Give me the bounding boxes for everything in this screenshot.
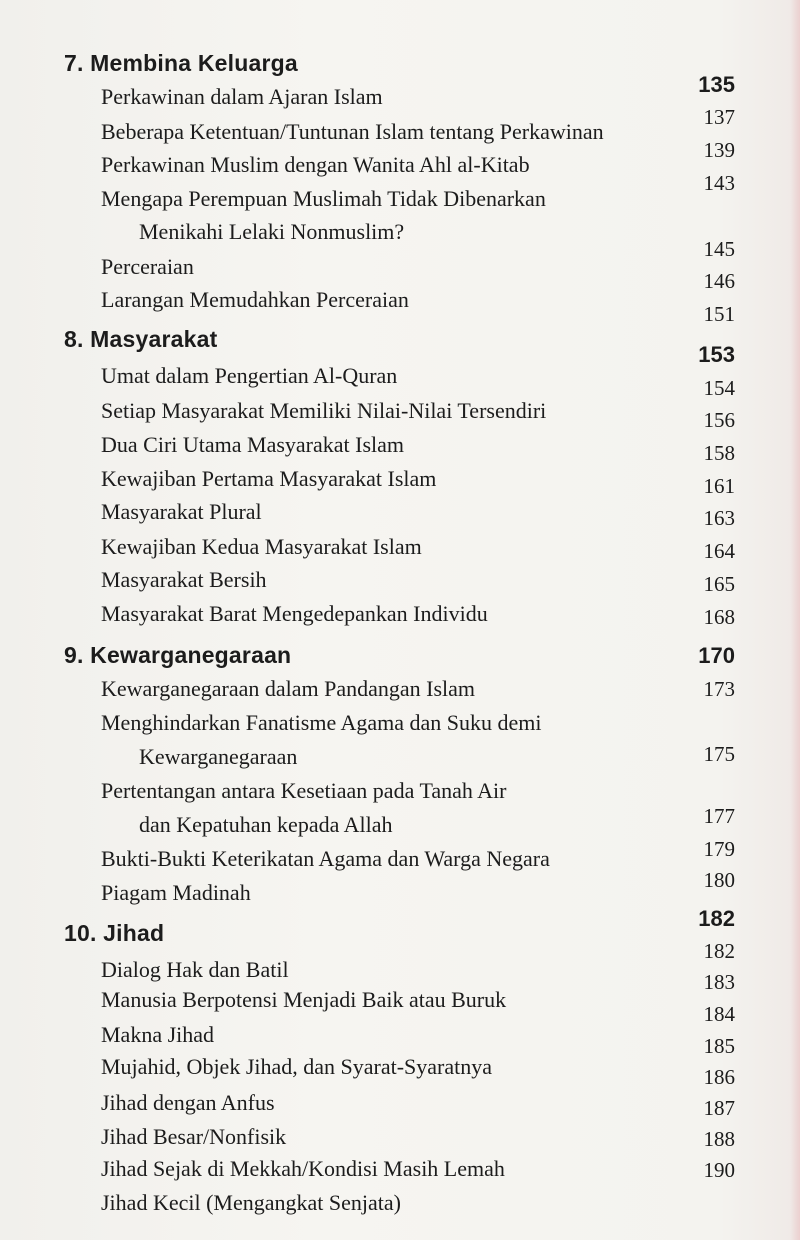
toc-entry: Umat dalam Pengertian Al-Quran (101, 363, 398, 388)
chapter-page-number: 153 (698, 342, 735, 367)
toc-page-number: 182 (703, 939, 735, 963)
chapter-page-number: 170 (698, 643, 735, 668)
toc-entry: Masyarakat Barat Mengedepankan Individu (101, 601, 488, 626)
toc-entry: Kewajiban Kedua Masyarakat Islam (101, 534, 422, 559)
toc-page-number: 137 (703, 105, 735, 129)
toc-page-number: 154 (703, 376, 735, 400)
toc-entry: Jihad Sejak di Mekkah/Kondisi Masih Lemah (101, 1156, 505, 1181)
toc-page-number: 145 (703, 237, 735, 261)
toc-entry: Dua Ciri Utama Masyarakat Islam (101, 432, 405, 457)
toc-entry: Manusia Berpotensi Menjadi Baik atau Buruk (101, 987, 507, 1012)
toc-entry: Dialog Hak dan Batil (101, 957, 289, 982)
toc-page-number: 158 (703, 441, 735, 465)
toc-page-number: 156 (703, 408, 735, 432)
chapter-title: 8. Masyarakat (64, 326, 218, 352)
chapter-title: 7. Membina Keluarga (64, 50, 298, 76)
toc-page-number: 186 (703, 1065, 735, 1089)
toc-page-number: 184 (703, 1002, 735, 1026)
toc-entry-continuation: Kewarganegaraan (139, 744, 298, 769)
toc-entry: Makna Jihad (101, 1022, 215, 1047)
toc-entry: Masyarakat Plural (101, 499, 262, 524)
toc-page-number: 143 (703, 171, 735, 195)
toc-entry: Perkawinan Muslim dengan Wanita Ahl al-Kitab (101, 152, 530, 177)
toc-page-number: 163 (703, 506, 735, 530)
chapter-page-number: 135 (698, 72, 735, 97)
toc-page-number: 188 (703, 1127, 735, 1151)
toc-page-number: 179 (703, 837, 735, 861)
toc-entry-continuation: Menikahi Lelaki Nonmuslim? (139, 219, 405, 244)
toc-page-number: 183 (703, 970, 735, 994)
toc-page-number: 177 (703, 804, 735, 828)
toc-entry: Bukti-Bukti Keterikatan Agama dan Warga Negara (101, 846, 550, 871)
toc-entry: Setiap Masyarakat Memiliki Nilai-Nilai Tersendiri (101, 398, 547, 423)
toc-entry: Kewarganegaraan dalam Pandangan Islam (101, 676, 476, 701)
toc-page-number: 175 (703, 742, 735, 766)
toc-page-number: 161 (703, 474, 735, 498)
toc-entry: Jihad Besar/Nonfisik (101, 1124, 287, 1149)
toc-entry-continuation: dan Kepatuhan kepada Allah (139, 812, 393, 837)
toc-page-number: 168 (703, 605, 735, 629)
toc-page-number: 139 (703, 138, 735, 162)
toc-page-number: 173 (703, 677, 735, 701)
toc-page-number: 165 (703, 572, 735, 596)
toc-entry: Perceraian (101, 254, 194, 279)
toc-entry: Beberapa Ketentuan/Tuntunan Islam tentang Perkawinan (101, 119, 604, 144)
toc-entry: Mengapa Perempuan Muslimah Tidak Dibenarkan (101, 186, 546, 211)
toc-entry: Mujahid, Objek Jihad, dan Syarat-Syaratnya (101, 1054, 493, 1079)
chapter-title: 9. Kewarganegaraan (64, 642, 292, 668)
toc-entry: Pertentangan antara Kesetiaan pada Tanah Air (101, 778, 507, 803)
toc-page-number: 185 (703, 1034, 735, 1058)
toc-entry: Masyarakat Bersih (101, 567, 267, 592)
toc-entry: Perkawinan dalam Ajaran Islam (101, 84, 383, 109)
toc-entry: Piagam Madinah (101, 880, 251, 905)
toc-page-number: 190 (703, 1158, 735, 1182)
toc-page-number: 187 (703, 1096, 735, 1120)
page-edge (790, 0, 800, 1240)
toc-entry: Kewajiban Pertama Masyarakat Islam (101, 466, 437, 491)
toc-entry: Menghindarkan Fanatisme Agama dan Suku demi (101, 710, 542, 735)
toc-entry: Jihad Kecil (Mengangkat Senjata) (101, 1190, 401, 1215)
toc-entry: Larangan Memudahkan Perceraian (101, 287, 409, 312)
toc-page-number: 164 (703, 539, 735, 563)
toc-entry: Jihad dengan Anfus (101, 1090, 275, 1115)
toc-page-number: 146 (703, 269, 735, 293)
toc-page-number: 151 (703, 302, 735, 326)
chapter-title: 10. Jihad (64, 920, 165, 946)
toc-page-number: 180 (703, 868, 735, 892)
chapter-page-number: 182 (698, 906, 735, 931)
